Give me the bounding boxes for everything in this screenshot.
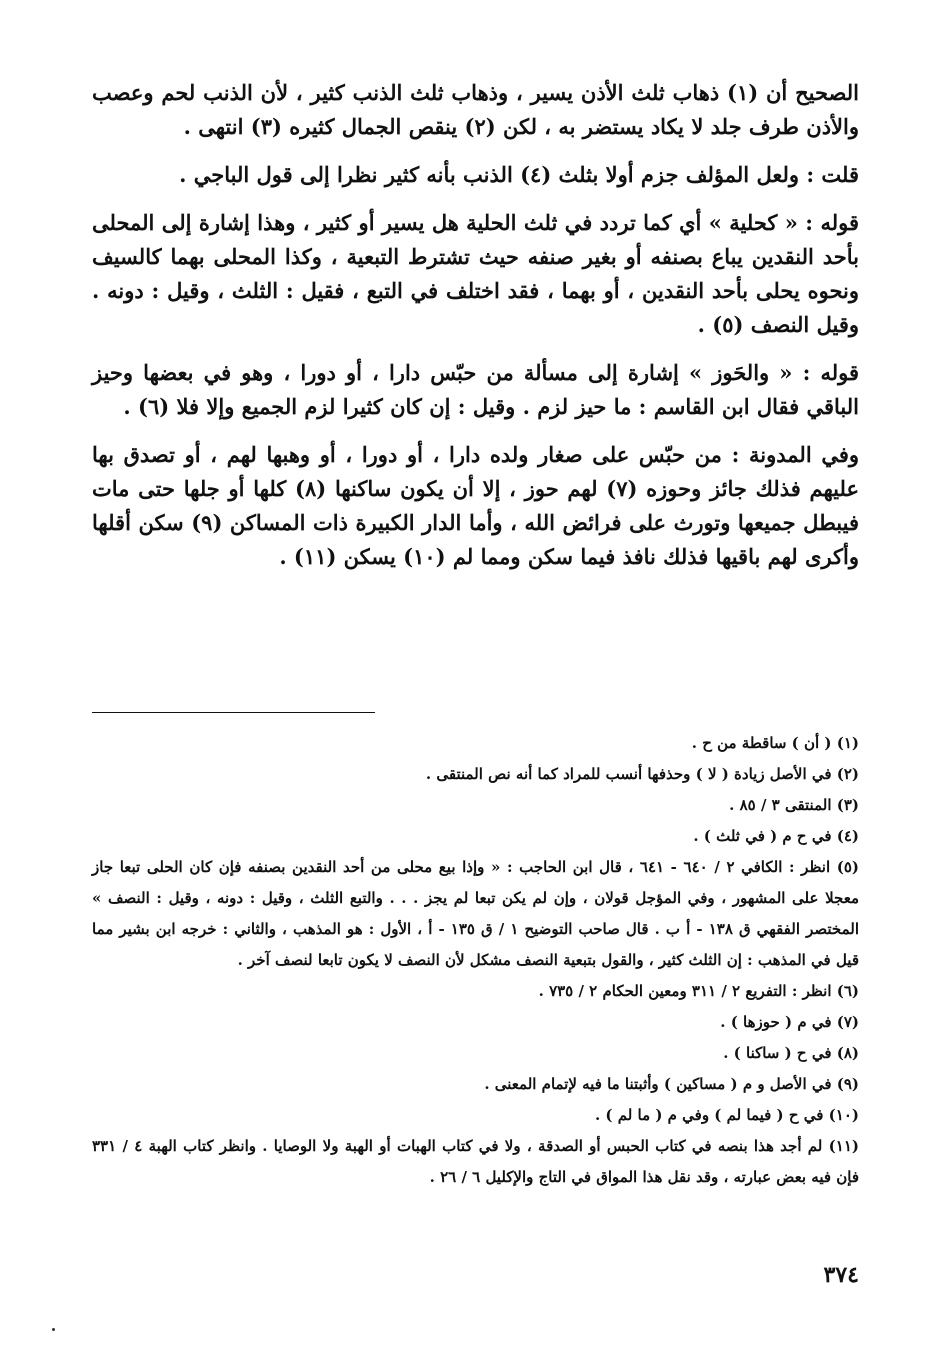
footnote-divider bbox=[92, 712, 375, 713]
footnote: (٨) في ح ( ساكنا ) . bbox=[723, 1044, 859, 1062]
footnote: (٢) في الأصل زيادة ( لا ) وحذفها أنسب للمراد كما أنه نص المنتقى . bbox=[425, 765, 859, 783]
page-number: ٣٧٤ bbox=[823, 1262, 859, 1288]
paragraph: قلت : ولعل المؤلف جزم أولا بثلث (٤) الذنب بأنه كثير نظرا إلى قول الباجي . bbox=[179, 162, 859, 187]
footnote: (٤) في ح م ( في ثلث ) . bbox=[693, 827, 859, 845]
scan-speck bbox=[52, 1328, 55, 1331]
paragraph: قوله : « والحَوز » إشارة إلى مسألة من حبّس دارا ، أو دورا ، وهو في بعضها وحيز الباقي فقال ابن القاسم : ما حيز لزم . وقيل : إن كان كثيرا لزم الجميع وإلا فلا (٦) . bbox=[92, 360, 859, 419]
footnote: (٣) المنتقى ٣ / ٨٥ . bbox=[729, 796, 859, 814]
footnote: (٦) انظر : التفريع ٢ / ٣١١ ومعين الحكام ٢ / ٧٣٥ . bbox=[538, 982, 859, 1000]
book-page bbox=[92, 0, 859, 1367]
footnote: (١١) لم أجد هذا بنصه في كتاب الحبس أو الصدقة ، ولا في كتاب الهبات أو الهبة ولا الوصايا . وانظر كتاب الهبة ٤ / ٣٣١ فإن فيه بعض عبارته ، وقد نقل هذا المواق في التاج والإكليل ٦ / ٢٦ . bbox=[92, 1137, 859, 1186]
footnote: (٩) في الأصل و م ( مساكين ) وأثبتنا ما فيه لإتمام المعنى . bbox=[484, 1075, 859, 1093]
footnote: (١) ( أن ) ساقطة من ح . bbox=[691, 734, 859, 752]
footnote: (٧) في م ( حوزها ) . bbox=[720, 1013, 859, 1031]
footnote: (١٠) في ح ( فيما لم ) وفي م ( ما لم ) . bbox=[594, 1106, 859, 1124]
paragraph: الصحيح أن (١) ذهاب ثلث الأذن يسير ، وذهاب ثلث الذنب كثير ، لأن الذنب لحم وعصب والأذن طرف جلد لا يكاد يستضر به ، لكن (٢) ينقص الجمال كثيره (٣) انتهى . bbox=[92, 80, 859, 139]
paragraph: وفي المدونة : من حبّس على صغار ولده دارا ، أو دورا ، أو وهبها لهم ، أو تصدق بها عليهم فذلك جائز وحوزه (٧) لهم حوز ، إلا أن يكون ساكنها (٨) كلها أو جلها حتى مات فيبطل جميعها وتورث على فرائض الله ، وأما الدار الكبيرة ذات المساكن (٩) سكن أقلها وأكرى لهم باقيها فذلك نافذ فيما سكن ومما لم (١٠) يسكن (١١) . bbox=[92, 442, 860, 569]
main-text bbox=[92, 76, 859, 588]
footnotes-list bbox=[92, 728, 859, 1193]
paragraph: قوله : « كحلية » أي كما تردد في ثلث الحلية هل يسير أو كثير ، وهذا إشارة إلى المحلى بأحد النقدين يباع بصنفه أو بغير صنفه حيث تشترط التبعية ، وكذا المحلى بهما كالسيف ونحوه يحلى بأحد النقدين ، أو بهما ، فقد اختلف في التبع ، فقيل : الثلث ، وقيل : دونه . وقيل النصف (٥) . bbox=[92, 210, 859, 337]
footnote: (٥) انظر : الكافي ٢ / ٦٤٠ - ٦٤١ ، قال ابن الحاجب : « وإذا بيع محلى من أحد النقدين بصنفه فإن كان الحلى تبعا جاز معجلا على المشهور ، وفي المؤجل قولان ، وإن لم يكن تبعا لم يجز . . . والتبع الثلث ، وقيل : دونه ، وقيل : النصف » المختصر الفقهي ق ١٣٨ - أ ب . قال صاحب التوضيح ١ / ق ١٣٥ - أ ، الأول : هو المذهب ، والثاني : خرجه ابن بشير مما قيل في المذهب : إن الثلث كثير ، والقول بتبعية النصف مشكل لأن النصف لا يكون تابعا لنصف آخر . bbox=[92, 858, 860, 969]
